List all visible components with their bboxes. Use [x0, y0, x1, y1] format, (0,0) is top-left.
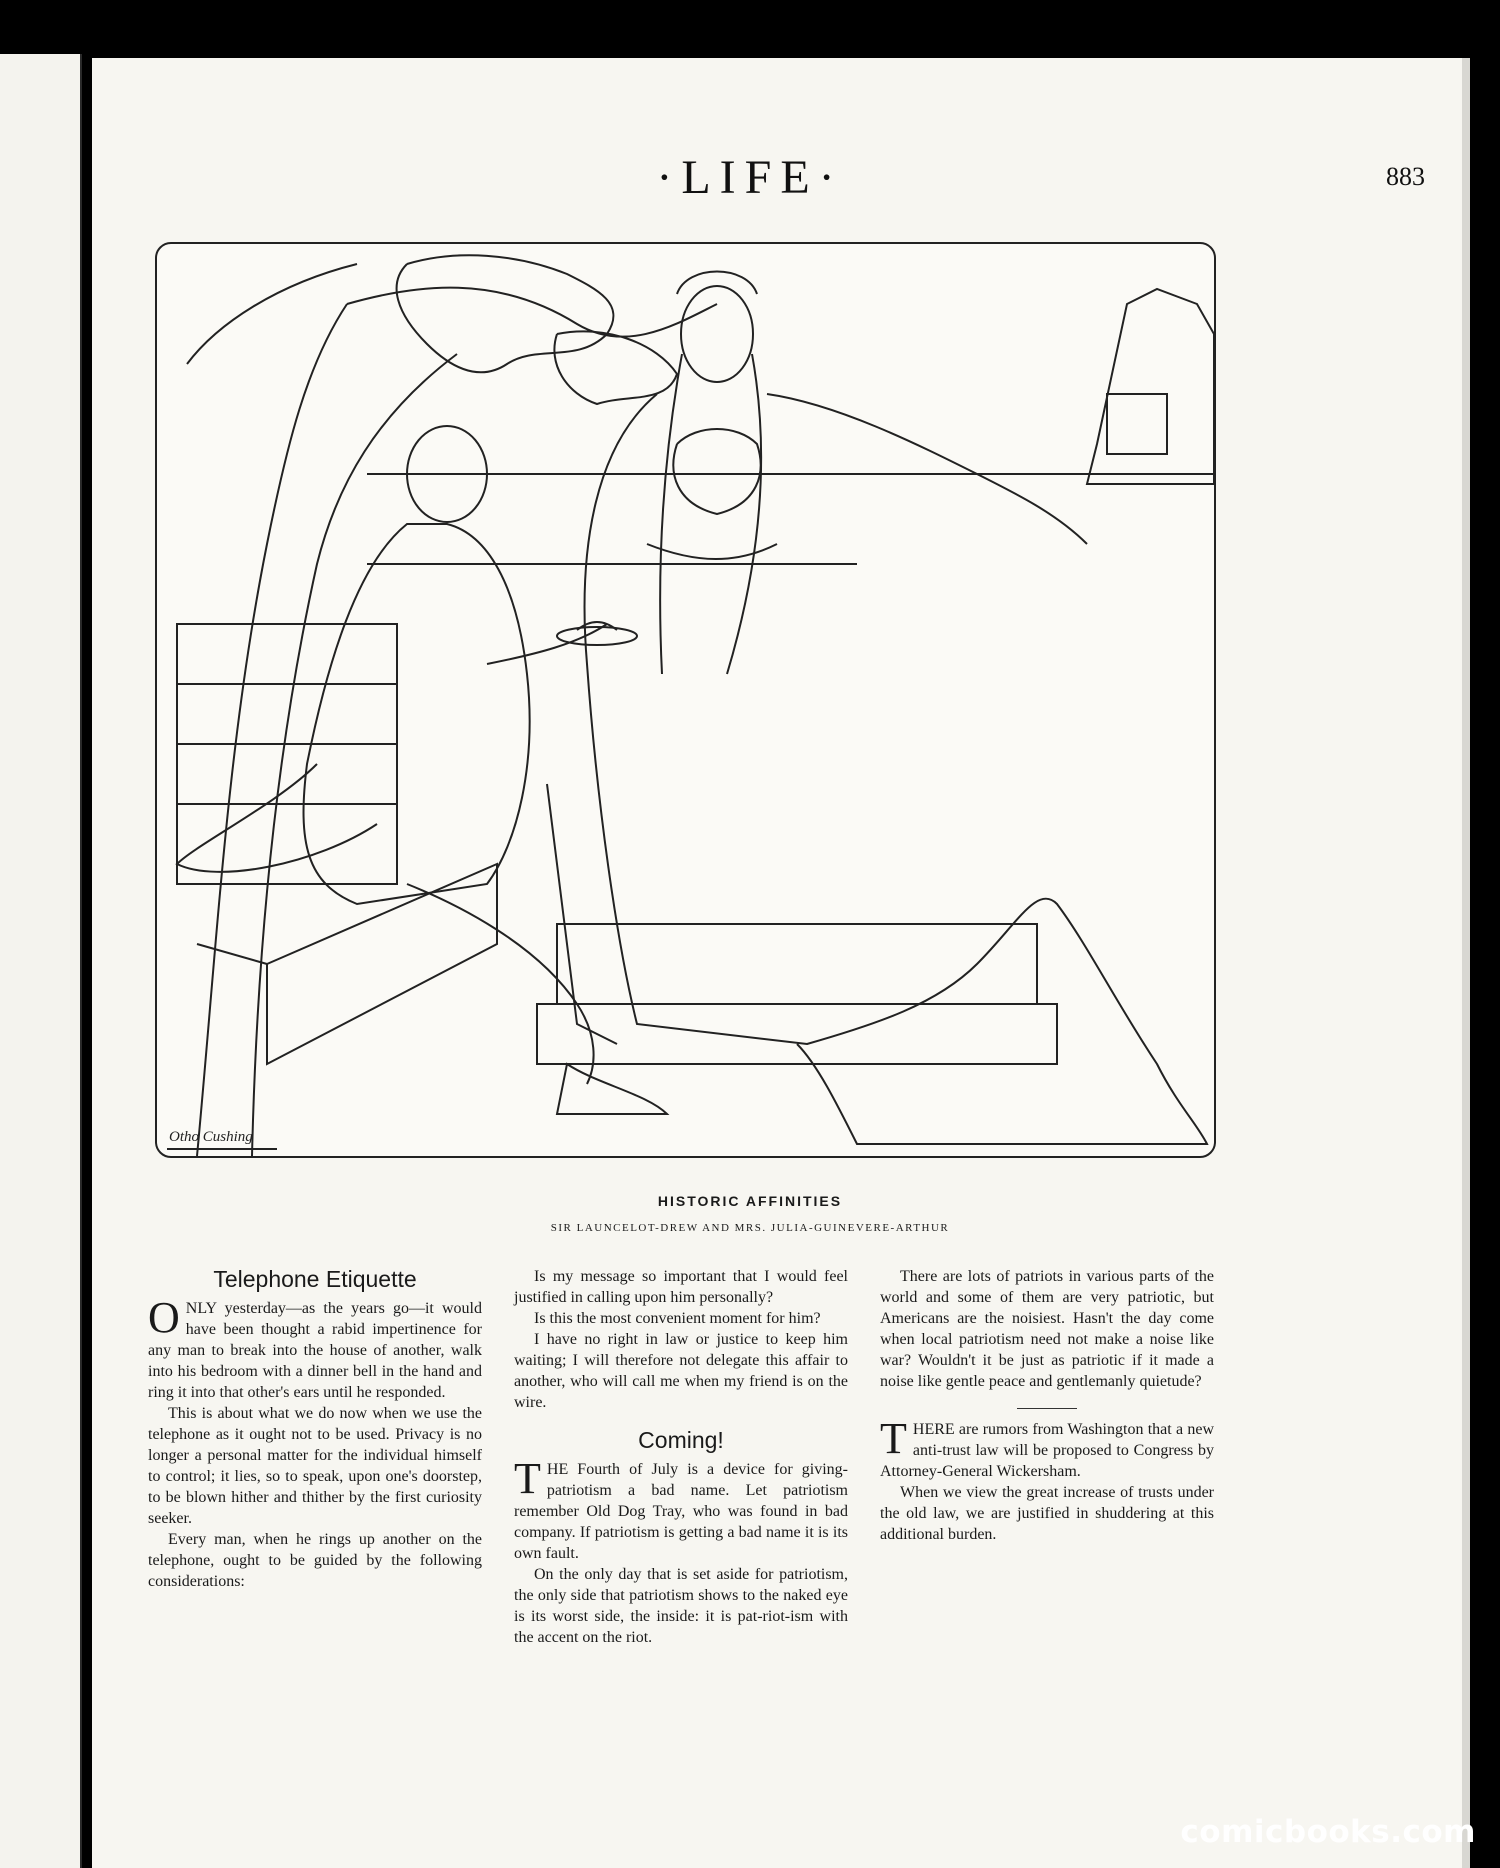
drop-cap: T: [514, 1454, 541, 1503]
masthead: ·LIFE·: [656, 151, 844, 204]
woman-head: [681, 286, 753, 382]
artist-signature: Otho Cushing: [169, 1129, 253, 1145]
drop-cap: O: [148, 1293, 180, 1342]
paragraph: Is this the most convenient moment for him?: [534, 1310, 821, 1327]
tree-trunk: [197, 304, 347, 1156]
page-edge-shadow: [1462, 58, 1470, 1868]
paragraph: This is about what we do now when we use the telephone as it ought not to be used. Privacy is no longer a personal matter for the individual himself to control; it lies, so to speak, upon one's doorstep, to be blown hither and thither by the first curiosity seeker.: [148, 1405, 482, 1527]
drop-cap: T: [880, 1414, 907, 1463]
braid-right: [727, 354, 761, 674]
facing-page-edge: [0, 54, 82, 1868]
section-divider: [1017, 1408, 1077, 1409]
page-number: 883: [1386, 162, 1425, 191]
man-coat: [304, 524, 530, 904]
woman-arm: [767, 394, 1087, 544]
paragraph: When we view the great increase of trusts under the old law, we are justified in shuddering at this additional burden.: [880, 1484, 1214, 1543]
bench: [267, 864, 497, 1064]
paragraph-text: HERE are rumors from Washington that a new anti-trust law will be proposed to Congress by Attorney-General Wickersham.: [880, 1421, 1214, 1480]
paragraph: [880, 1414, 1214, 1482]
article-heading-telephone: Telephone Etiquette: [213, 1266, 417, 1292]
paragraph-text: NLY yesterday—as the years go—it would have been thought a rabid impertinence for any man to break into the house of another, walk into his bedroom with a dinner bell in the hand and ring it into that other's ears until he responded.: [148, 1300, 482, 1401]
column-1: [148, 1266, 482, 1592]
paragraph: I have no right in law or justice to keep him waiting; I will therefore not delegate this affair to another, who will call me when my friend is on the wire.: [514, 1331, 848, 1411]
paragraph: There are lots of patriots in various parts of the world and some of them are very patriotic, but Americans are the noisiest. Hasn't the day come when local patriotism need not make a noise like war? Wouldn't it be just as patriotic if it made a noise like gentle peace and gentlemanly quietude?: [880, 1268, 1214, 1390]
breastplate: [673, 429, 760, 514]
paragraph: On the only day that is set aside for patriotism, the only side that patriotism shows to the naked eye is its worst side, the inside: it is pat-riot-ism with the accent on the riot.: [514, 1566, 848, 1646]
column-3: [880, 1266, 1214, 1545]
caption-subtitle: SIR LAUNCELOT-DREW AND MRS. JULIA-GUINEVERE-ARTHUR: [550, 1222, 950, 1234]
paragraph-text: HE Fourth of July is a device for giving-patriotism a bad name. Let patriotism remember Old Dog Tray, who was found in bad company. If patriotism is getting a bad name it is its own fault.: [514, 1461, 848, 1562]
paragraph: [148, 1293, 482, 1403]
watermark: comicbooks.com: [1180, 1814, 1476, 1850]
paragraph: Is my message so important that I would feel justified in calling upon him personally?: [514, 1268, 848, 1306]
woman-robe: [585, 394, 1207, 1144]
braid-left: [660, 354, 682, 674]
man-shoe: [557, 1064, 667, 1114]
cartoon-drawing: [157, 244, 1214, 1156]
article-heading-coming: Coming!: [638, 1427, 724, 1453]
column-2: [514, 1266, 848, 1648]
woman-helmet: [677, 272, 757, 295]
stone-wall: [177, 624, 397, 884]
paragraph: [514, 1454, 848, 1564]
cartoon-illustration: [155, 242, 1216, 1158]
foliage: [397, 255, 614, 372]
paragraph: Every man, when he rings up another on the telephone, ought to be guided by the following considerations:: [148, 1531, 482, 1590]
caption-title: HISTORIC AFFINITIES: [657, 1193, 843, 1209]
